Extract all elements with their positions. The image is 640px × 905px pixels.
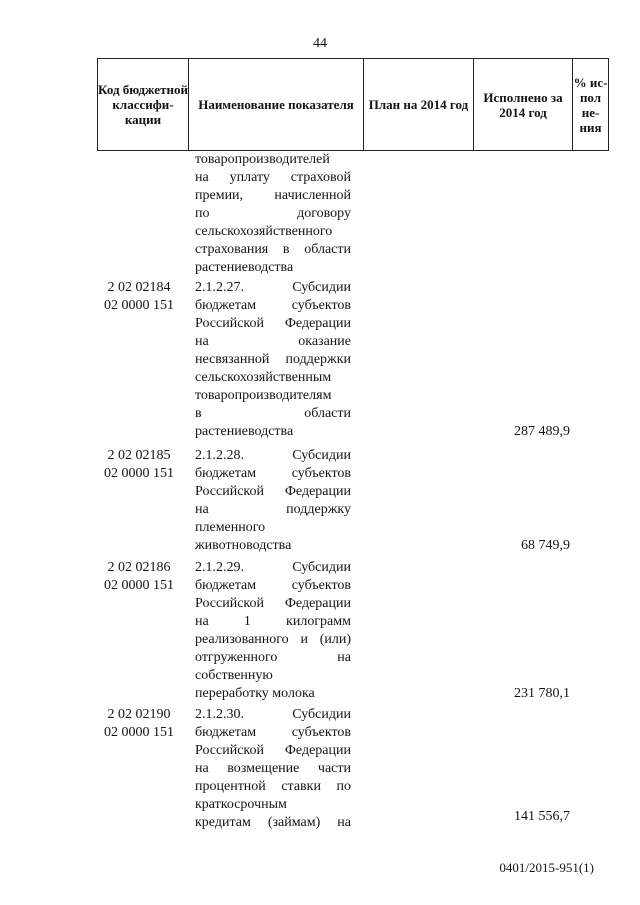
code-line: 2 02 02185 bbox=[107, 448, 171, 463]
name-line: племенного bbox=[195, 520, 266, 535]
code-line: 02 0000 151 bbox=[104, 298, 174, 313]
name-line: страхования в области bbox=[195, 242, 351, 257]
row-code bbox=[93, 706, 185, 742]
code-line: 2 02 02184 bbox=[107, 280, 171, 295]
name-line: Российской Федерации bbox=[195, 596, 351, 611]
header-code: Код бюджетной классифи-кации bbox=[98, 59, 189, 151]
name-line: растениеводства bbox=[195, 424, 294, 439]
name-line: на уплату страховой bbox=[195, 170, 351, 185]
name-line: сельскохозяйственным bbox=[195, 370, 332, 385]
name-line: реализованного и (или) bbox=[195, 632, 351, 647]
name-line: бюджетам субъектов bbox=[195, 578, 351, 593]
name-line: 2.1.2.29. Субсидии bbox=[195, 560, 351, 575]
name-line: премии, начисленной bbox=[195, 188, 351, 203]
name-line: на 1 килограмм bbox=[195, 614, 351, 629]
row-executed: 287 489,9 bbox=[514, 424, 570, 439]
row-executed: 68 749,9 bbox=[521, 538, 570, 553]
name-line: Российской Федерации bbox=[195, 743, 351, 758]
name-line: растениеводства bbox=[195, 260, 294, 275]
header-executed: Исполнено за 2014 год bbox=[474, 59, 573, 151]
name-line: товаропроизводителей bbox=[195, 152, 330, 167]
code-line: 02 0000 151 bbox=[104, 466, 174, 481]
code-line: 02 0000 151 bbox=[104, 725, 174, 740]
row-name bbox=[195, 279, 351, 441]
name-line: животноводства bbox=[195, 538, 292, 553]
header-plan: План на 2014 год bbox=[364, 59, 474, 151]
row-code bbox=[93, 447, 185, 483]
row-code bbox=[93, 279, 185, 315]
name-line: товаропроизводителям bbox=[195, 388, 332, 403]
name-line: по договору bbox=[195, 206, 351, 221]
name-line: Российской Федерации bbox=[195, 484, 351, 499]
row-executed: 141 556,7 bbox=[514, 809, 570, 824]
name-line: сельскохозяйственного bbox=[195, 224, 333, 239]
name-line: 2.1.2.30. Субсидии bbox=[195, 707, 351, 722]
name-line: процентной ставки по bbox=[195, 779, 351, 794]
table-header bbox=[97, 58, 609, 151]
header-name: Наименование показателя bbox=[189, 59, 364, 151]
name-line: бюджетам субъектов bbox=[195, 298, 351, 313]
page-number: 44 bbox=[313, 36, 327, 51]
name-line: собственную bbox=[195, 668, 273, 683]
row-name bbox=[195, 559, 351, 703]
name-line: на оказание bbox=[195, 334, 351, 349]
name-line: бюджетам субъектов bbox=[195, 466, 351, 481]
name-line: краткосрочным bbox=[195, 797, 287, 812]
name-line: на поддержку bbox=[195, 502, 351, 517]
header-percent: % ис-пол не-ния bbox=[573, 59, 609, 151]
name-line: бюджетам субъектов bbox=[195, 725, 351, 740]
name-line: кредитам (займам) на bbox=[195, 815, 351, 830]
code-line: 2 02 02190 bbox=[107, 707, 171, 722]
name-line: отгруженного на bbox=[195, 650, 351, 665]
name-line: переработку молока bbox=[195, 686, 315, 701]
name-line: 2.1.2.28. Субсидии bbox=[195, 448, 351, 463]
document-code: 0401/2015-951(1) bbox=[499, 860, 594, 875]
code-line: 02 0000 151 bbox=[104, 578, 174, 593]
row-code bbox=[93, 559, 185, 595]
name-line: Российской Федерации bbox=[195, 316, 351, 331]
code-line: 2 02 02186 bbox=[107, 560, 171, 575]
row-name bbox=[195, 706, 351, 832]
row-executed: 231 780,1 bbox=[514, 686, 570, 701]
name-line: 2.1.2.27. Субсидии bbox=[195, 280, 351, 295]
name-line: несвязанной поддержки bbox=[195, 352, 351, 367]
row-name bbox=[195, 447, 351, 555]
name-line: в области bbox=[195, 406, 351, 421]
continuation-name bbox=[195, 151, 351, 277]
name-line: на возмещение части bbox=[195, 761, 351, 776]
